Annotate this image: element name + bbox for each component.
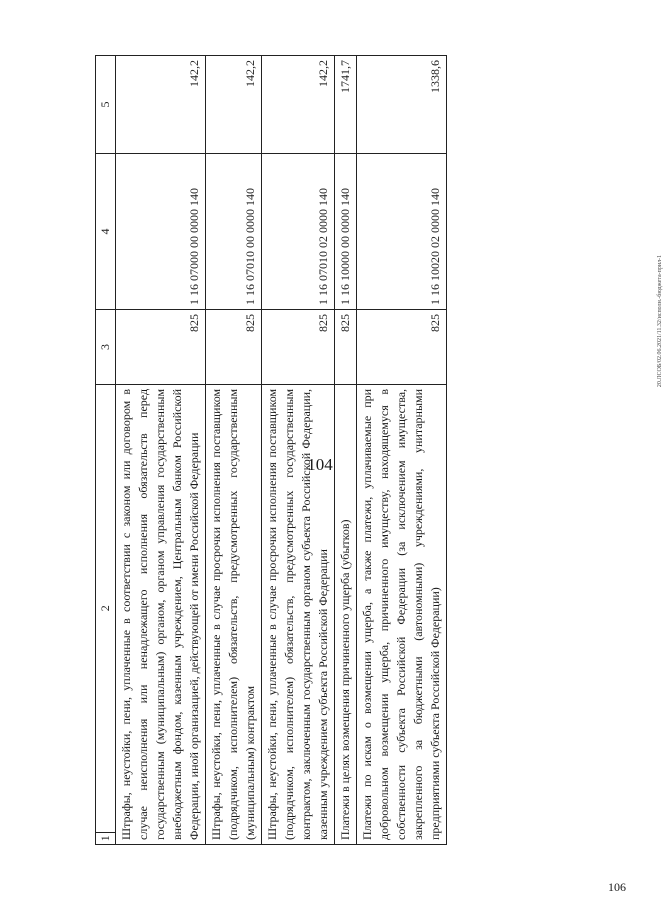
row-admin-code: 825 [116, 310, 206, 385]
row-description: Платежи в целях возмещения причиненного ущерба (убытков) [335, 384, 357, 844]
header-cell-col5: 5 [96, 56, 116, 154]
row-description: Штрафы, неустойки, пени, уплаченные в случае просрочки исполнения поставщиком (подрядчиком, исполнителем) обязательств, предусмотренных государственным (муниципальным) контрактом [206, 384, 262, 844]
header-cell-col4: 4 [96, 153, 116, 309]
row-budget-code: 1 16 10000 00 0000 140 [335, 153, 357, 309]
row-amount: 142,2 [262, 56, 335, 154]
sheet-number: 106 [608, 880, 626, 894]
table-row [357, 56, 447, 845]
row-amount: 142,2 [116, 56, 206, 154]
row-admin-code: 825 [262, 310, 335, 385]
rotated-table-area [95, 55, 565, 845]
row-budget-code: 1 16 07010 00 0000 140 [206, 153, 262, 309]
row-budget-code: 1 16 07010 02 0000 140 [262, 153, 335, 309]
header-cell-col1: 1 [96, 832, 116, 844]
revenue-table [95, 55, 447, 845]
row-amount: 1338,6 [357, 56, 447, 154]
table-row [116, 56, 206, 845]
row-description: Штрафы, неустойки, пени, уплаченные в соответствии с законом или договором в случае неисполнения или ненадлежащего исполнения обязательств перед государственным (муниципальным) органом, органом управления государственным внебюджетным фондом, казенным учреждением, Центральным банком Российской Федерации, иной организацией, действующей от имени Российской Федерации [116, 384, 206, 844]
table-row [262, 56, 335, 845]
row-description: Штрафы, неустойки, пени, уплаченные в случае просрочки исполнения поставщиком (подрядчиком, исполнителем) обязательств, предусмотренных государственным контрактом, заключенным государственным органом субъекта Российской Федерации, казенным учреждением субъекта Российской Федерации [262, 384, 335, 844]
table-row [335, 56, 357, 845]
page-number: 104 [307, 455, 333, 474]
row-amount: 142,2 [206, 56, 262, 154]
header-cell-col3: 3 [96, 310, 116, 385]
row-description: Платежи по искам о возмещении ущерба, а также платежи, уплачиваемые при добровольном возмещении ущерба, причиненного имуществу, находящемуся в собственности субъекта Российской Федерации (за исключением имущества, закрепленного за бюджетными (автономными) учреждениями, унитарными предприятиями субъекта Российской Федерации) [357, 384, 447, 844]
table-header-row [96, 56, 116, 845]
document-code: 20.ЛСОБ/02.06.2021/11.32/исполн.-бюджета-прил-1 [657, 254, 663, 388]
row-budget-code: 1 16 07000 00 0000 140 [116, 153, 206, 309]
row-admin-code: 825 [335, 310, 357, 385]
row-amount: 1741,7 [335, 56, 357, 154]
header-cell-col2: 2 [96, 384, 116, 832]
row-admin-code: 825 [357, 310, 447, 385]
table-row [206, 56, 262, 845]
row-admin-code: 825 [206, 310, 262, 385]
row-budget-code: 1 16 10020 02 0000 140 [357, 153, 447, 309]
